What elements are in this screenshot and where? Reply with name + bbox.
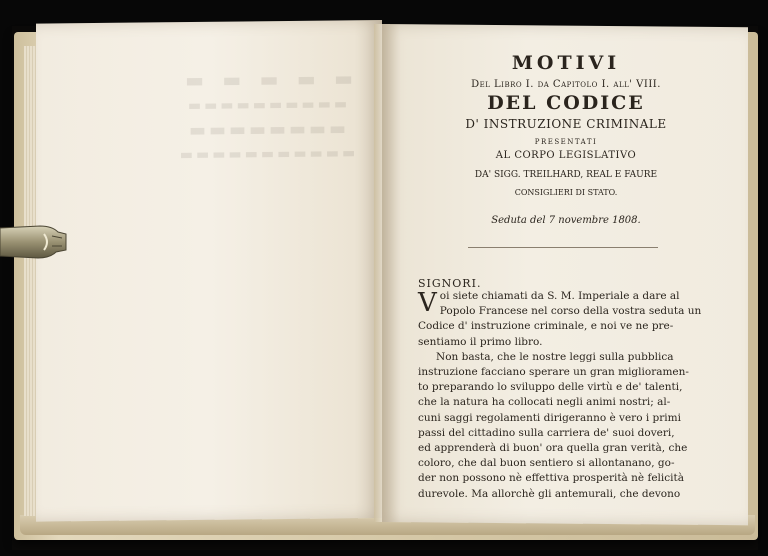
text-line: instruzione facciano sperare un gran miglioramen- [418, 366, 689, 379]
show-through-text: ▬ ▬ ▬ ▬ ▬ ▬▬▬▬▬▬▬▬▬▬ ▬▬▬▬▬▬▬▬ ▬▬▬▬▬▬▬▬▬▬▬ [176, 66, 356, 164]
drop-cap: V [418, 288, 437, 318]
presented-label: PRESENTATI [534, 138, 598, 146]
brass-clasp-icon [0, 220, 68, 264]
body-text [418, 289, 733, 502]
title-motivi: MOTIVI [511, 52, 621, 74]
text-line: Popolo Francese nel corso della vostra seduta un [439, 305, 702, 318]
subtitle-chapters: Del Libro I. da Capitolo I. all' VIII. [471, 79, 661, 90]
text-line: oi siete chiamati da S. M. Imperiale a dare al [439, 290, 680, 302]
text-line: Codice d' instruzione criminale, e noi ve ne pre- [418, 320, 674, 333]
text-line: cuni saggi regolamenti dirigeranno è vero i primi [418, 411, 681, 424]
session-date: Seduta del 7 novembre 1808. [491, 215, 641, 226]
title-divider [468, 247, 658, 248]
text-line: ed apprenderà di buon' ora quella gran verità, che [418, 442, 688, 455]
left-page [36, 20, 382, 522]
text-line: durevole. Ma allorchè gli antemurali, che devono [418, 487, 681, 500]
title-subject: D' INSTRUZIONE CRIMINALE [465, 117, 667, 131]
text-line: sentiamo il primo libro. [418, 335, 543, 348]
role-line: CONSIGLIERI DI STATO. [514, 188, 618, 197]
text-line: passi del cittadino sulla carriera de' suoi doveri, [418, 426, 675, 439]
title-codice: DEL CODICE [487, 92, 645, 114]
salutation: SIGNORI. [418, 277, 482, 290]
text-line: Non basta, che le nostre leggi sulla pubblica [436, 350, 674, 363]
text-line: to preparando lo sviluppo delle virtù e de' talenti, [418, 381, 683, 394]
text-line: che la natura ha collocati negli animi nostri; al- [418, 396, 671, 409]
text-line: der non possono nè effettiva prosperità nè felicità [418, 472, 684, 485]
authors-line: DA' SIGG. TREILHARD, REAL E FAURE [474, 170, 658, 180]
text-line: coloro, che dal buon sentiero si allontanano, go- [418, 457, 675, 470]
recipient-line: AL CORPO LEGISLATIVO [495, 150, 637, 161]
